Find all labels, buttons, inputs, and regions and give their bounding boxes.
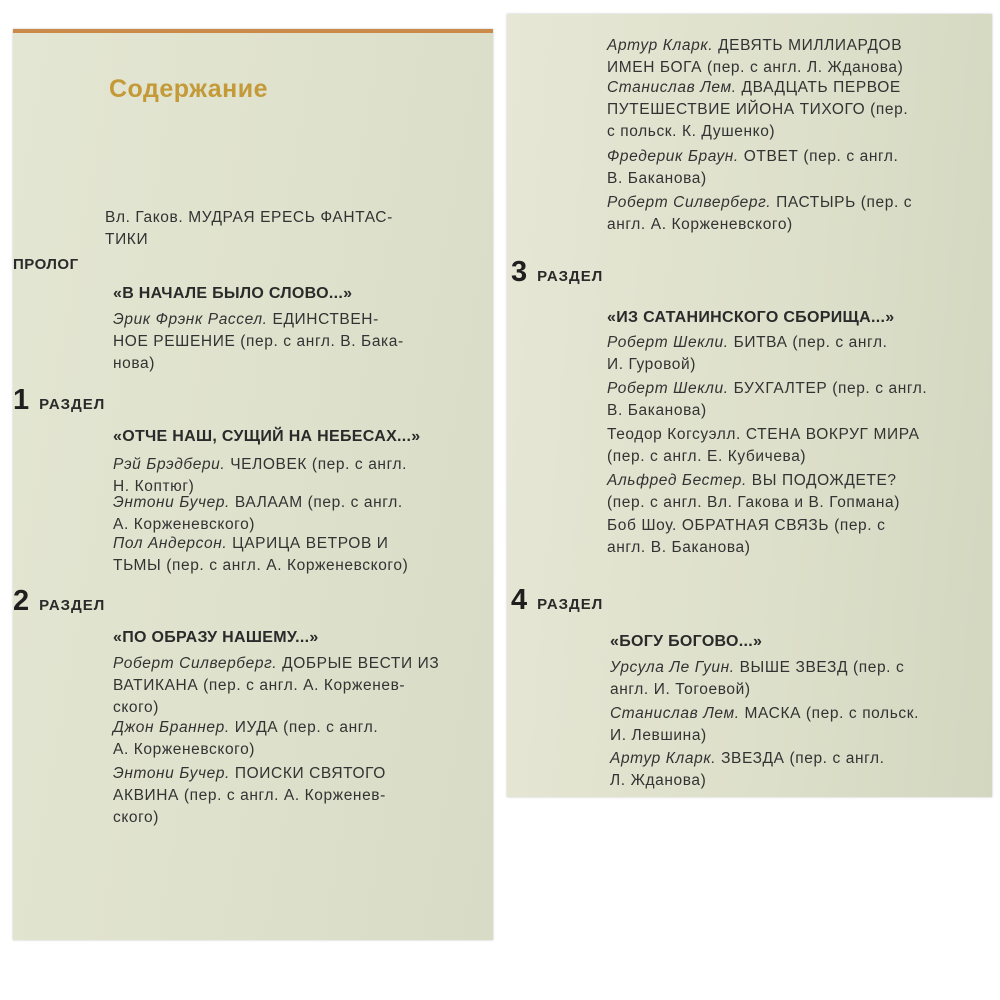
toc-entry [610, 703, 985, 747]
section-1-heading: «ОТЧЕ НАШ, СУЩИЙ НА НЕБЕСАХ...» [113, 428, 421, 445]
entry-title: МАСКА (пер. с польск. И. Левшина) [610, 705, 920, 744]
toc-entry [113, 717, 485, 761]
right-page [507, 14, 992, 797]
section-2-header [13, 585, 105, 618]
entry-title: БИТВА (пер. с англ. И. Гуровой) [607, 334, 888, 373]
entry-author: Роберт Силверберг. [607, 194, 772, 211]
entry-title: ПОИСКИ СВЯТОГО АКВИНА (пер. с англ. А. Корженев- ского) [113, 765, 386, 826]
entry-author: Энтони Бучер. [113, 765, 230, 782]
prolog-label: ПРОЛОГ [13, 256, 79, 273]
section-word: РАЗДЕЛ [39, 597, 106, 614]
section-2-heading: «ПО ОБРАЗУ НАШЕМУ...» [113, 629, 319, 646]
toc-entry [607, 378, 985, 422]
toc-entry [113, 309, 485, 375]
entry-title: ДВАДЦАТЬ ПЕРВОЕ ПУТЕШЕСТВИЕ ИЙОНА ТИХОГО (пер. с польск. К. Душенко) [607, 79, 909, 140]
entry-author: Пол Андерсон. [113, 535, 228, 552]
toc-entry [113, 763, 485, 829]
entry-author: Фредерик Браун. [607, 148, 739, 165]
entry-author: Урсула Ле Гуин. [610, 659, 735, 676]
entry-title: ПАСТЫРЬ (пер. с англ. А. Корженевского) [607, 194, 913, 233]
entry-author: Боб Шоу. [607, 517, 677, 534]
toc-entry-intro [105, 207, 475, 251]
toc-entry [607, 332, 985, 376]
toc-entry [113, 653, 485, 719]
entry-title: ДЕВЯТЬ МИЛЛИАРДОВ ИМЕН БОГА (пер. с англ. Л. Жданова) [607, 37, 904, 76]
toc-entry [607, 146, 985, 190]
entry-title: ЗВЕЗДА (пер. с англ. Л. Жданова) [610, 750, 885, 789]
toc-entry [610, 657, 985, 701]
entry-author: Станислав Лем. [607, 79, 737, 96]
toc-entry [113, 533, 485, 577]
toc-entry [607, 470, 985, 514]
prolog-heading: «В НАЧАЛЕ БЫЛО СЛОВО...» [113, 285, 353, 302]
entry-title: БУХГАЛТЕР (пер. с англ. В. Баканова) [607, 380, 928, 419]
entry-author: Эрик Фрэнк Рассел. [113, 311, 268, 328]
entry-author: Артур Кларк. [610, 750, 717, 767]
entry-title: ОТВЕТ (пер. с англ. В. Баканова) [607, 148, 899, 187]
entry-title: ВЫШЕ ЗВЕЗД (пер. с англ. И. Тогоевой) [610, 659, 905, 698]
section-4-header [511, 584, 603, 617]
entry-author: Роберт Шекли. [607, 380, 729, 397]
entry-title: СТЕНА ВОКРУГ МИРА (пер. с англ. Е. Кубичева) [607, 426, 920, 465]
toc-entry [607, 35, 985, 79]
entry-title: ОБРАТНАЯ СВЯЗЬ (пер. с англ. В. Баканова) [607, 517, 886, 556]
section-word: РАЗДЕЛ [537, 268, 604, 285]
section-3-heading: «ИЗ САТАНИНСКОГО СБОРИЩА...» [607, 309, 895, 326]
toc-entry [607, 77, 985, 143]
entry-title: МУДРАЯ ЕРЕСЬ ФАНТАС- ТИКИ [105, 209, 393, 248]
section-number: 2 [13, 585, 30, 617]
entry-title: ДОБРЫЕ ВЕСТИ ИЗ ВАТИКАНА (пер. с англ. А. Корженев- ского) [113, 655, 440, 716]
entry-title: ВЫ ПОДОЖДЕТЕ? (пер. с англ. Вл. Гакова и В. Гопмана) [607, 472, 901, 511]
entry-title: ИУДА (пер. с англ. А. Корженевского) [113, 719, 379, 758]
section-word: РАЗДЕЛ [39, 396, 106, 413]
entry-title: ЕДИНСТВЕН- НОЕ РЕШЕНИЕ (пер. с англ. В. Бака- нова) [113, 311, 404, 372]
entry-author: Теодор Когсуэлл. [607, 426, 741, 443]
section-word: РАЗДЕЛ [537, 596, 604, 613]
entry-author: Станислав Лем. [610, 705, 740, 722]
entry-author: Вл. Гаков. [105, 209, 184, 226]
toc-entry [607, 515, 985, 559]
contents-title: Содержание [109, 75, 269, 103]
entry-title: ЦАРИЦА ВЕТРОВ И ТЬМЫ (пер. с англ. А. Корженевского) [113, 535, 409, 574]
left-page [13, 29, 493, 940]
toc-entry [607, 424, 985, 468]
section-number: 4 [511, 584, 528, 616]
entry-author: Артур Кларк. [607, 37, 714, 54]
toc-entry [113, 492, 485, 536]
section-4-heading: «БОГУ БОГОВО...» [610, 633, 763, 650]
entry-title: ЧЕЛОВЕК (пер. с англ. Н. Коптюг) [113, 456, 408, 495]
section-number: 3 [511, 256, 528, 288]
section-number: 1 [13, 384, 30, 416]
entry-author: Джон Браннер. [113, 719, 230, 736]
entry-title: ВАЛААМ (пер. с англ. А. Корженевского) [113, 494, 403, 533]
section-3-header [511, 256, 603, 289]
section-1-header [13, 384, 105, 417]
entry-author: Роберт Силверберг. [113, 655, 278, 672]
toc-entry [610, 748, 985, 792]
entry-author: Роберт Шекли. [607, 334, 729, 351]
entry-author: Энтони Бучер. [113, 494, 230, 511]
entry-author: Альфред Бестер. [607, 472, 747, 489]
toc-entry [607, 192, 985, 236]
entry-author: Рэй Брэдбери. [113, 456, 226, 473]
